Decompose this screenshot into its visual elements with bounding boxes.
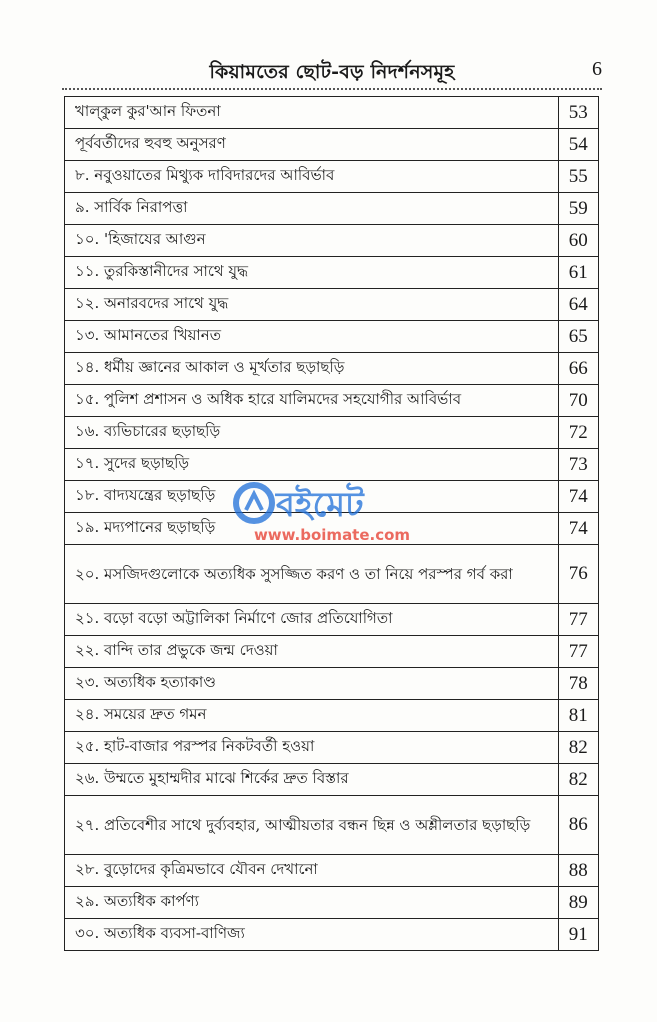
toc-row	[65, 604, 599, 636]
toc-row	[65, 796, 599, 855]
toc-entry-title: ১৭. সুদের ছড়াছড়ি	[65, 449, 559, 481]
toc-entry-title: ১৮. বাদ্যযন্ত্রের ছড়াছড়ি	[65, 481, 559, 513]
toc-entry-page: 81	[558, 700, 598, 732]
toc-row	[65, 321, 599, 353]
toc-entry-page: 73	[558, 449, 598, 481]
toc-entry-page: 54	[558, 129, 598, 161]
toc-entry-page: 72	[558, 417, 598, 449]
toc-entry-title: ২১. বড়ো বড়ো অট্টালিকা নির্মাণে জোর প্রতিযোগিতা	[65, 604, 559, 636]
toc-entry-page: 76	[558, 545, 598, 604]
toc-row	[65, 855, 599, 887]
toc-entry-title: ৯. সার্বিক নিরাপত্তা	[65, 193, 559, 225]
toc-entry-title: ৮. নবুওয়াতের মিথ্যুক দাবিদারদের আবির্ভাব	[65, 161, 559, 193]
toc-row	[65, 417, 599, 449]
toc-row	[65, 636, 599, 668]
table-of-contents	[64, 96, 599, 951]
page-header	[62, 54, 602, 88]
toc-row	[65, 545, 599, 604]
toc-entry-page: 89	[558, 887, 598, 919]
logo-text: বইমেট	[276, 485, 364, 525]
toc-entry-title: ২৩. অত্যধিক হত্যাকাণ্ড	[65, 668, 559, 700]
toc-entry-page: 88	[558, 855, 598, 887]
toc-row	[65, 887, 599, 919]
toc-entry-title: ১২. অনারবদের সাথে যুদ্ধ	[65, 289, 559, 321]
toc-entry-page: 64	[558, 289, 598, 321]
toc-entry-title: ১০. 'হিজাযের আগুন	[65, 225, 559, 257]
toc-entry-page: 82	[558, 764, 598, 796]
toc-entry-page: 74	[558, 513, 598, 545]
toc-entry-title: ১৯. মদ্যপানের ছড়াছড়ি	[65, 513, 559, 545]
toc-row	[65, 97, 599, 129]
toc-row	[65, 481, 599, 513]
toc-entry-page: 77	[558, 604, 598, 636]
toc-entry-page: 55	[558, 161, 598, 193]
toc-entry-title: ২৫. হাট-বাজার পরস্পর নিকটবর্তী হওয়া	[65, 732, 559, 764]
toc-entry-title: ২৯. অত্যধিক কার্পণ্য	[65, 887, 559, 919]
toc-entry-title: ২০. মসজিদগুলোকে অত্যধিক সুসজ্জিত করণ ও তা নিয়ে পরস্পর গর্ব করা	[65, 545, 559, 604]
toc-entry-page: 60	[558, 225, 598, 257]
toc-entry-page: 78	[558, 668, 598, 700]
toc-entry-page: 86	[558, 796, 598, 855]
toc-entry-page: 70	[558, 385, 598, 417]
toc-entry-title: ২২. বান্দি তার প্রভুকে জন্ম দেওয়া	[65, 636, 559, 668]
toc-row	[65, 129, 599, 161]
toc-row	[65, 449, 599, 481]
toc-row	[65, 193, 599, 225]
toc-entry-title: ২৭. প্রতিবেশীর সাথে দুর্ব্যবহার, আত্মীয়তার বন্ধন ছিন্ন ও অশ্লীলতার ছড়াছড়ি	[65, 796, 559, 855]
toc-row	[65, 225, 599, 257]
toc-entry-title: ২৬. উম্মতে মুহাম্মদীর মাঝে শির্কের দ্রুত বিস্তার	[65, 764, 559, 796]
watermark-url: www.boimate.com	[253, 526, 411, 544]
toc-row	[65, 700, 599, 732]
toc-entry-title: খাল্‌কুল কুর'আন ফিতনা	[65, 97, 559, 129]
toc-row	[65, 161, 599, 193]
toc-entry-title: পূর্ববর্তীদের হুবহু অনুসরণ	[65, 129, 559, 161]
toc-row	[65, 513, 599, 545]
page-number: 6	[592, 58, 602, 80]
toc-entry-title: ১৩. আমানতের খিয়ানত	[65, 321, 559, 353]
toc-row	[65, 385, 599, 417]
toc-row	[65, 919, 599, 951]
toc-entry-page: 74	[558, 481, 598, 513]
toc-row	[65, 732, 599, 764]
toc-row	[65, 289, 599, 321]
toc-entry-page: 82	[558, 732, 598, 764]
toc-entry-title: ১৫. পুলিশ প্রশাসন ও অধিক হারে যালিমদের সহযোগীর আবির্ভাব	[65, 385, 559, 417]
toc-entry-page: 65	[558, 321, 598, 353]
running-title: কিয়ামতের ছোট-বড় নিদর্শনসমূহ	[209, 61, 455, 83]
toc-entry-page: 66	[558, 353, 598, 385]
toc-entry-page: 91	[558, 919, 598, 951]
toc-entry-page: 61	[558, 257, 598, 289]
toc-row	[65, 257, 599, 289]
toc-entry-title: ২৮. বুড়োদের কৃত্রিমভাবে যৌবন দেখানো	[65, 855, 559, 887]
toc-entry-title: ৩০. অত্যধিক ব্যবসা-বাণিজ্য	[65, 919, 559, 951]
toc-row	[65, 668, 599, 700]
toc-entry-title: ১৬. ব্যভিচারের ছড়াছড়ি	[65, 417, 559, 449]
toc-entry-page: 59	[558, 193, 598, 225]
toc-entry-page: 77	[558, 636, 598, 668]
toc-entry-title: ১৪. ধর্মীয় জ্ঞানের আকাল ও মূর্খতার ছড়াছড়ি	[65, 353, 559, 385]
toc-row	[65, 353, 599, 385]
header-divider	[62, 88, 602, 90]
toc-row	[65, 764, 599, 796]
toc-entry-page: 53	[558, 97, 598, 129]
toc-entry-title: ২৪. সময়ের দ্রুত গমন	[65, 700, 559, 732]
toc-entry-title: ১১. তুরকিস্তানীদের সাথে যুদ্ধ	[65, 257, 559, 289]
